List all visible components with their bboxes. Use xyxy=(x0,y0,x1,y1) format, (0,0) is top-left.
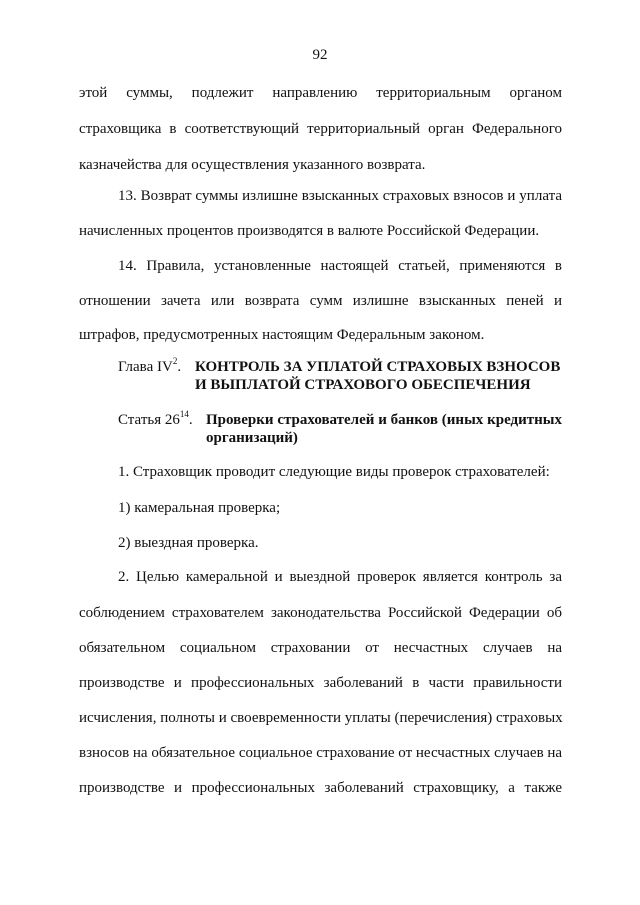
text-line: начисленных процентов производятся в валюте Российской Федерации. xyxy=(79,223,540,239)
text-line: 1. Страховщик проводит следующие виды проверок страхователей: xyxy=(118,464,550,480)
text-line: производстве и профессиональных заболеваний страховщику, а также xyxy=(79,780,562,796)
text-line: производстве и профессиональных заболеваний в части правильности xyxy=(79,675,562,691)
text-line: отношении зачета или возврата сумм излишне взысканных пеней и xyxy=(79,293,562,309)
text-line: исчисления, полноты и своевременности уплаты (перечисления) страховых xyxy=(79,710,563,726)
text-line: страховщика в соответствующий территориальный орган Федерального xyxy=(79,121,562,137)
paragraph-14-line: 14. Правила, установленные настоящей статьей, применяются в xyxy=(118,258,562,274)
chapter-label: Глава $IV^2$. xyxy=(118,356,182,375)
text-line: этой суммы, подлежит направлению территориальным органом xyxy=(79,85,562,101)
text-line: соблюдением страхователем законодательства Российской Федерации об xyxy=(79,605,562,621)
text-line: штрафов, предусмотренных настоящим Федеральным законом. xyxy=(79,327,485,343)
paragraph-2-line: 2. Целью камеральной и выездной проверок является контроль за xyxy=(118,569,562,585)
article-title-line2: организаций) xyxy=(206,430,298,446)
chapter-title-line1: КОНТРОЛЬ ЗА УПЛАТОЙ СТРАХОВЫХ ВЗНОСОВ xyxy=(195,359,561,375)
article-label: Статья $26^{14}$. xyxy=(118,409,193,428)
text-line: взносов на обязательное социальное страхование от несчастных случаев на xyxy=(79,745,563,761)
text-line: обязательном социальном страховании от несчастных случаев на xyxy=(79,640,562,656)
text-line: казначейства для осуществления указанного возврата. xyxy=(79,157,426,173)
list-item: 2) выездная проверка. xyxy=(118,535,259,551)
article-title-line1: Проверки страхователей и банков (иных кредитных xyxy=(206,412,562,428)
list-item: 1) камеральная проверка; xyxy=(118,500,281,516)
chapter-title-line2: И ВЫПЛАТОЙ СТРАХОВОГО ОБЕСПЕЧЕНИЯ xyxy=(195,377,531,393)
page-number: 92 xyxy=(312,47,328,63)
paragraph-13-line: 13. Возврат суммы излишне взысканных страховых взносов и уплата xyxy=(118,188,562,204)
